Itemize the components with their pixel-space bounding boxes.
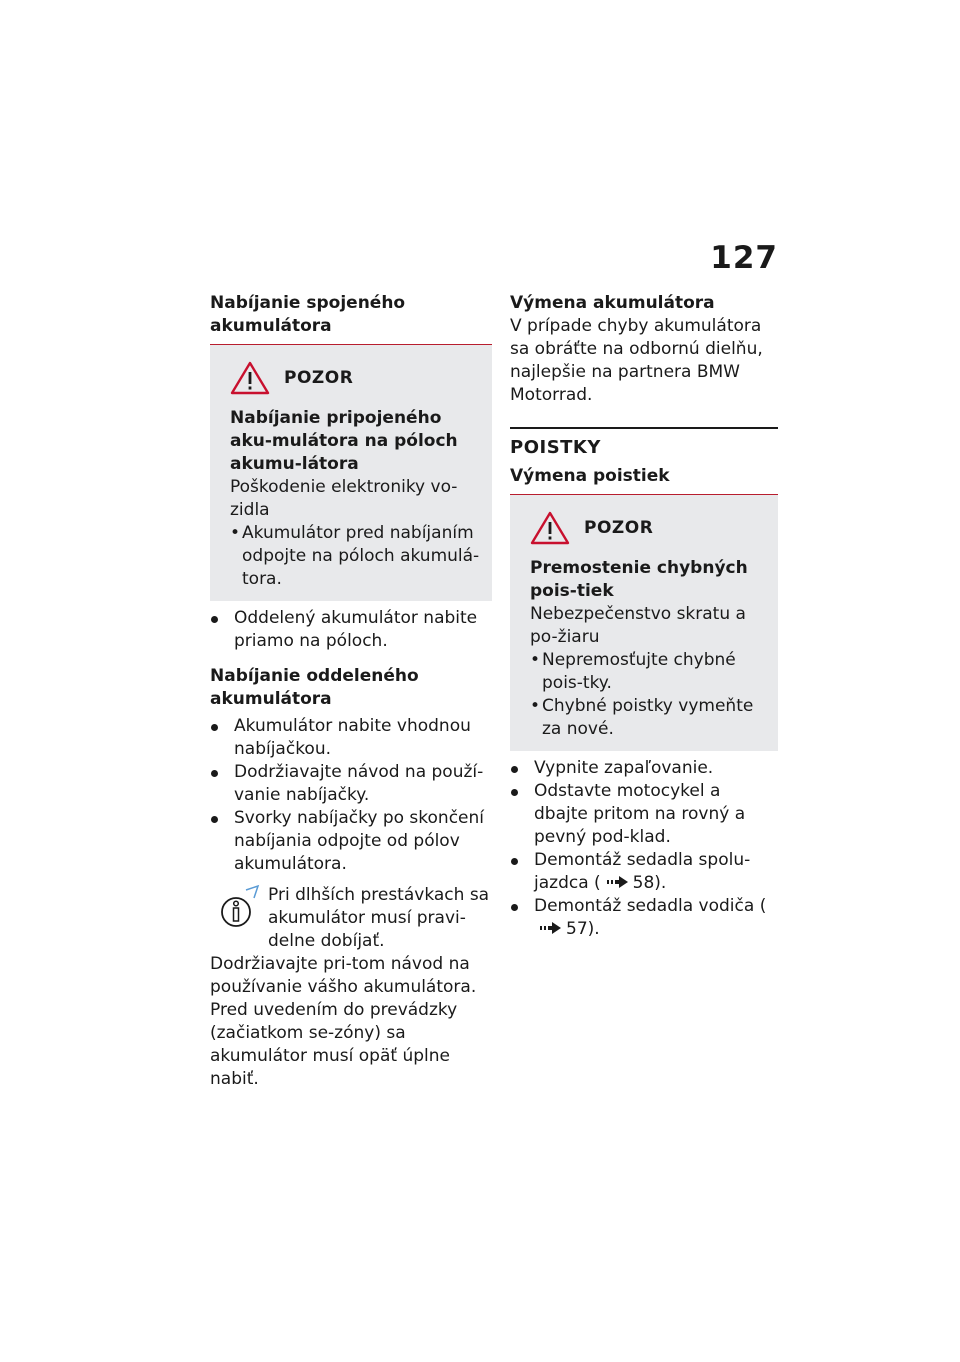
warning-box — [210, 345, 492, 601]
warning-description: Nebezpečenstvo skratu a po-žiaru — [530, 604, 746, 647]
page-reference[interactable]: 58). — [632, 873, 667, 893]
list-item: Odstavte motocykel a dbajte pritom na rovný a pevný pod-klad. — [510, 780, 778, 849]
page-reference[interactable]: 57). — [566, 919, 600, 939]
warning-triangle-icon — [230, 361, 270, 395]
bullet-list — [210, 607, 492, 653]
warning-item: • Chybné poistky vymeňte za nové. — [530, 695, 768, 741]
warning-header — [530, 511, 768, 545]
left-column — [210, 292, 492, 1091]
warning-item: • Akumulátor pred nabíjaním odpojte na póloch akumulá-tora. — [230, 522, 482, 591]
info-note — [210, 884, 492, 1091]
bullet-list — [210, 715, 492, 876]
warning-item: • Nepremosťujte chybné pois-tky. — [530, 649, 768, 695]
warning-header — [230, 361, 482, 395]
warning-triangle-icon — [530, 511, 570, 545]
warning-heading: Premostenie chybných pois-tiek — [530, 558, 748, 601]
bullet-list — [510, 757, 778, 941]
list-item: Dodržiavajte návod na použí-vanie nabíjačky. — [210, 761, 492, 807]
section-title-fuse-replacement: Výmena poistiek — [510, 466, 670, 486]
page-number: 127 — [710, 240, 778, 276]
chapter-divider — [510, 427, 778, 429]
warning-box — [510, 495, 778, 751]
section-title-battery-replacement: Výmena akumulátora — [510, 293, 715, 313]
page-reference-arrow-icon — [540, 922, 562, 934]
list-item: Demontáž sedadla spolu-jazdca ( 58). — [510, 849, 778, 895]
list-item: Svorky nabíjačky po skončení nabíjania odpojte od pólov akumulátora. — [210, 807, 492, 876]
list-item: Akumulátor nabite vhodnou nabíjačkou. — [210, 715, 492, 761]
warning-heading: Nabíjanie pripojeného aku-mulátora na póloch akumu-látora — [230, 408, 458, 474]
chapter-title: POISTKY — [510, 437, 601, 458]
info-icon — [210, 884, 262, 932]
warning-description: Poškodenie elektroniky vo-zidla — [230, 477, 458, 520]
list-item: Oddelený akumulátor nabite priamo na póloch. — [210, 607, 492, 653]
list-item: Demontáž sedadla vodiča (57). — [510, 895, 778, 941]
warning-list — [230, 522, 482, 591]
list-item: Vypnite zapaľovanie. — [510, 757, 778, 780]
right-column — [510, 292, 778, 941]
section-text: V prípade chyby akumulátora sa obráťte na odbornú dielňu, najlepšie na partnera BMW Motorrad. — [510, 316, 763, 405]
warning-list — [530, 649, 768, 741]
section-title-charging-connected: Nabíjanie spojeného akumulátora — [210, 293, 406, 336]
page-reference-arrow-icon — [607, 876, 629, 888]
section-title-charging-disconnected: Nabíjanie oddeleného akumulátora — [210, 666, 419, 709]
info-text: Pri dlhších prestávkach sa akumulátor musí pravi-delne dobíjať. Dodržiavajte pri-tom návod na používanie vášho akumulátora. Pred uvedením do prevádzky (začiatkom se-zóny) sa akumulátor musí opäť úplne nabiť. — [210, 885, 490, 1089]
warning-label: POZOR — [584, 518, 654, 538]
warning-label: POZOR — [284, 368, 354, 388]
